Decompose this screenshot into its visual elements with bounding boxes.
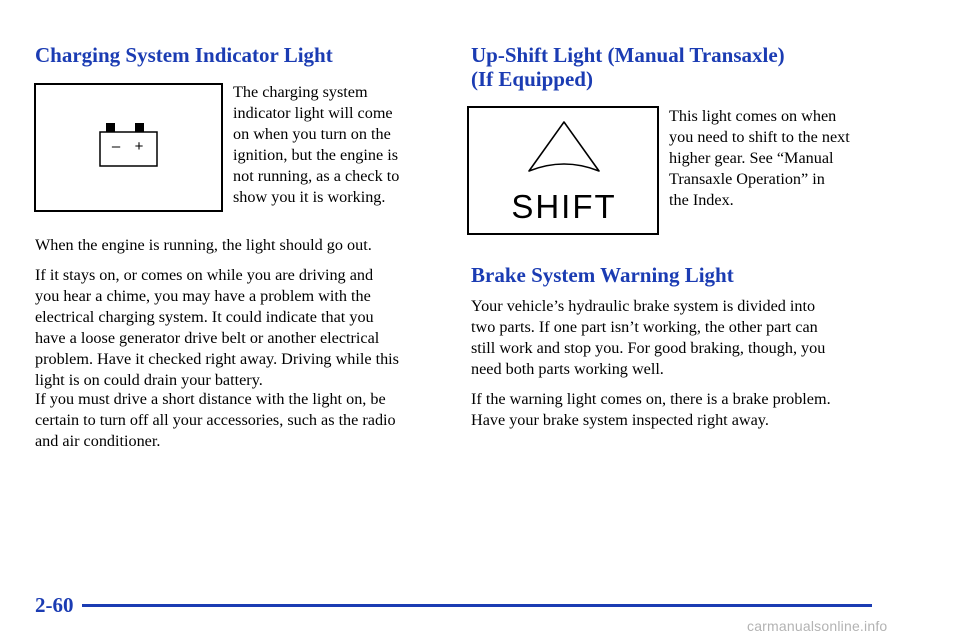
battery-icon <box>36 85 221 210</box>
footer-rule <box>82 604 872 607</box>
charging-paragraph-1: When the engine is running, the light should go out. <box>35 236 372 254</box>
brake-paragraph-1: Your vehicle’s hydraulic brake system is divided into two parts. If one part isn’t working, the other part can still work and stop you. For good braking, though, you need both parts working well. <box>471 297 826 378</box>
brake-paragraph-2: If the warning light comes on, there is a brake problem. Have your brake system inspected right away. <box>471 390 831 429</box>
charging-system-heading: Charging System Indicator Light <box>35 43 333 67</box>
battery-minus-sign: – <box>111 138 121 155</box>
brake-system-heading: Brake System Warning Light <box>471 263 734 287</box>
upshift-arrow-icon <box>469 108 657 233</box>
charging-intro-text: The charging system indicator light will come on when you turn on the ignition, but the engine is not running, as a check to show you it is working. <box>233 83 400 206</box>
charging-paragraph-2: If it stays on, or comes on while you are driving and you hear a chime, you may have a problem with the electrical charging system. It could indicate that you have a loose generator drive belt or another electrical problem. Have it checked right away. Driving while this light is on could drain your battery. <box>35 266 399 389</box>
upshift-heading-line2: (If Equipped) <box>471 67 593 91</box>
upshift-intro-text: This light comes on when you need to shift to the next higher gear. See “Manual Transaxle Operation” in the Index. <box>669 107 850 209</box>
upshift-light-figure <box>467 106 659 235</box>
watermark: carmanualsonline.info <box>747 618 888 634</box>
charging-paragraph-3: If you must drive a short distance with the light on, be certain to turn off all your accessories, such as the radio and air conditioner. <box>35 390 396 450</box>
shift-label: SHIFT <box>511 188 617 225</box>
charging-indicator-figure <box>34 83 223 212</box>
page-number: 2-60 <box>35 593 74 617</box>
battery-plus-sign: + <box>134 138 144 155</box>
upshift-heading-line1: Up-Shift Light (Manual Transaxle) <box>471 43 785 67</box>
